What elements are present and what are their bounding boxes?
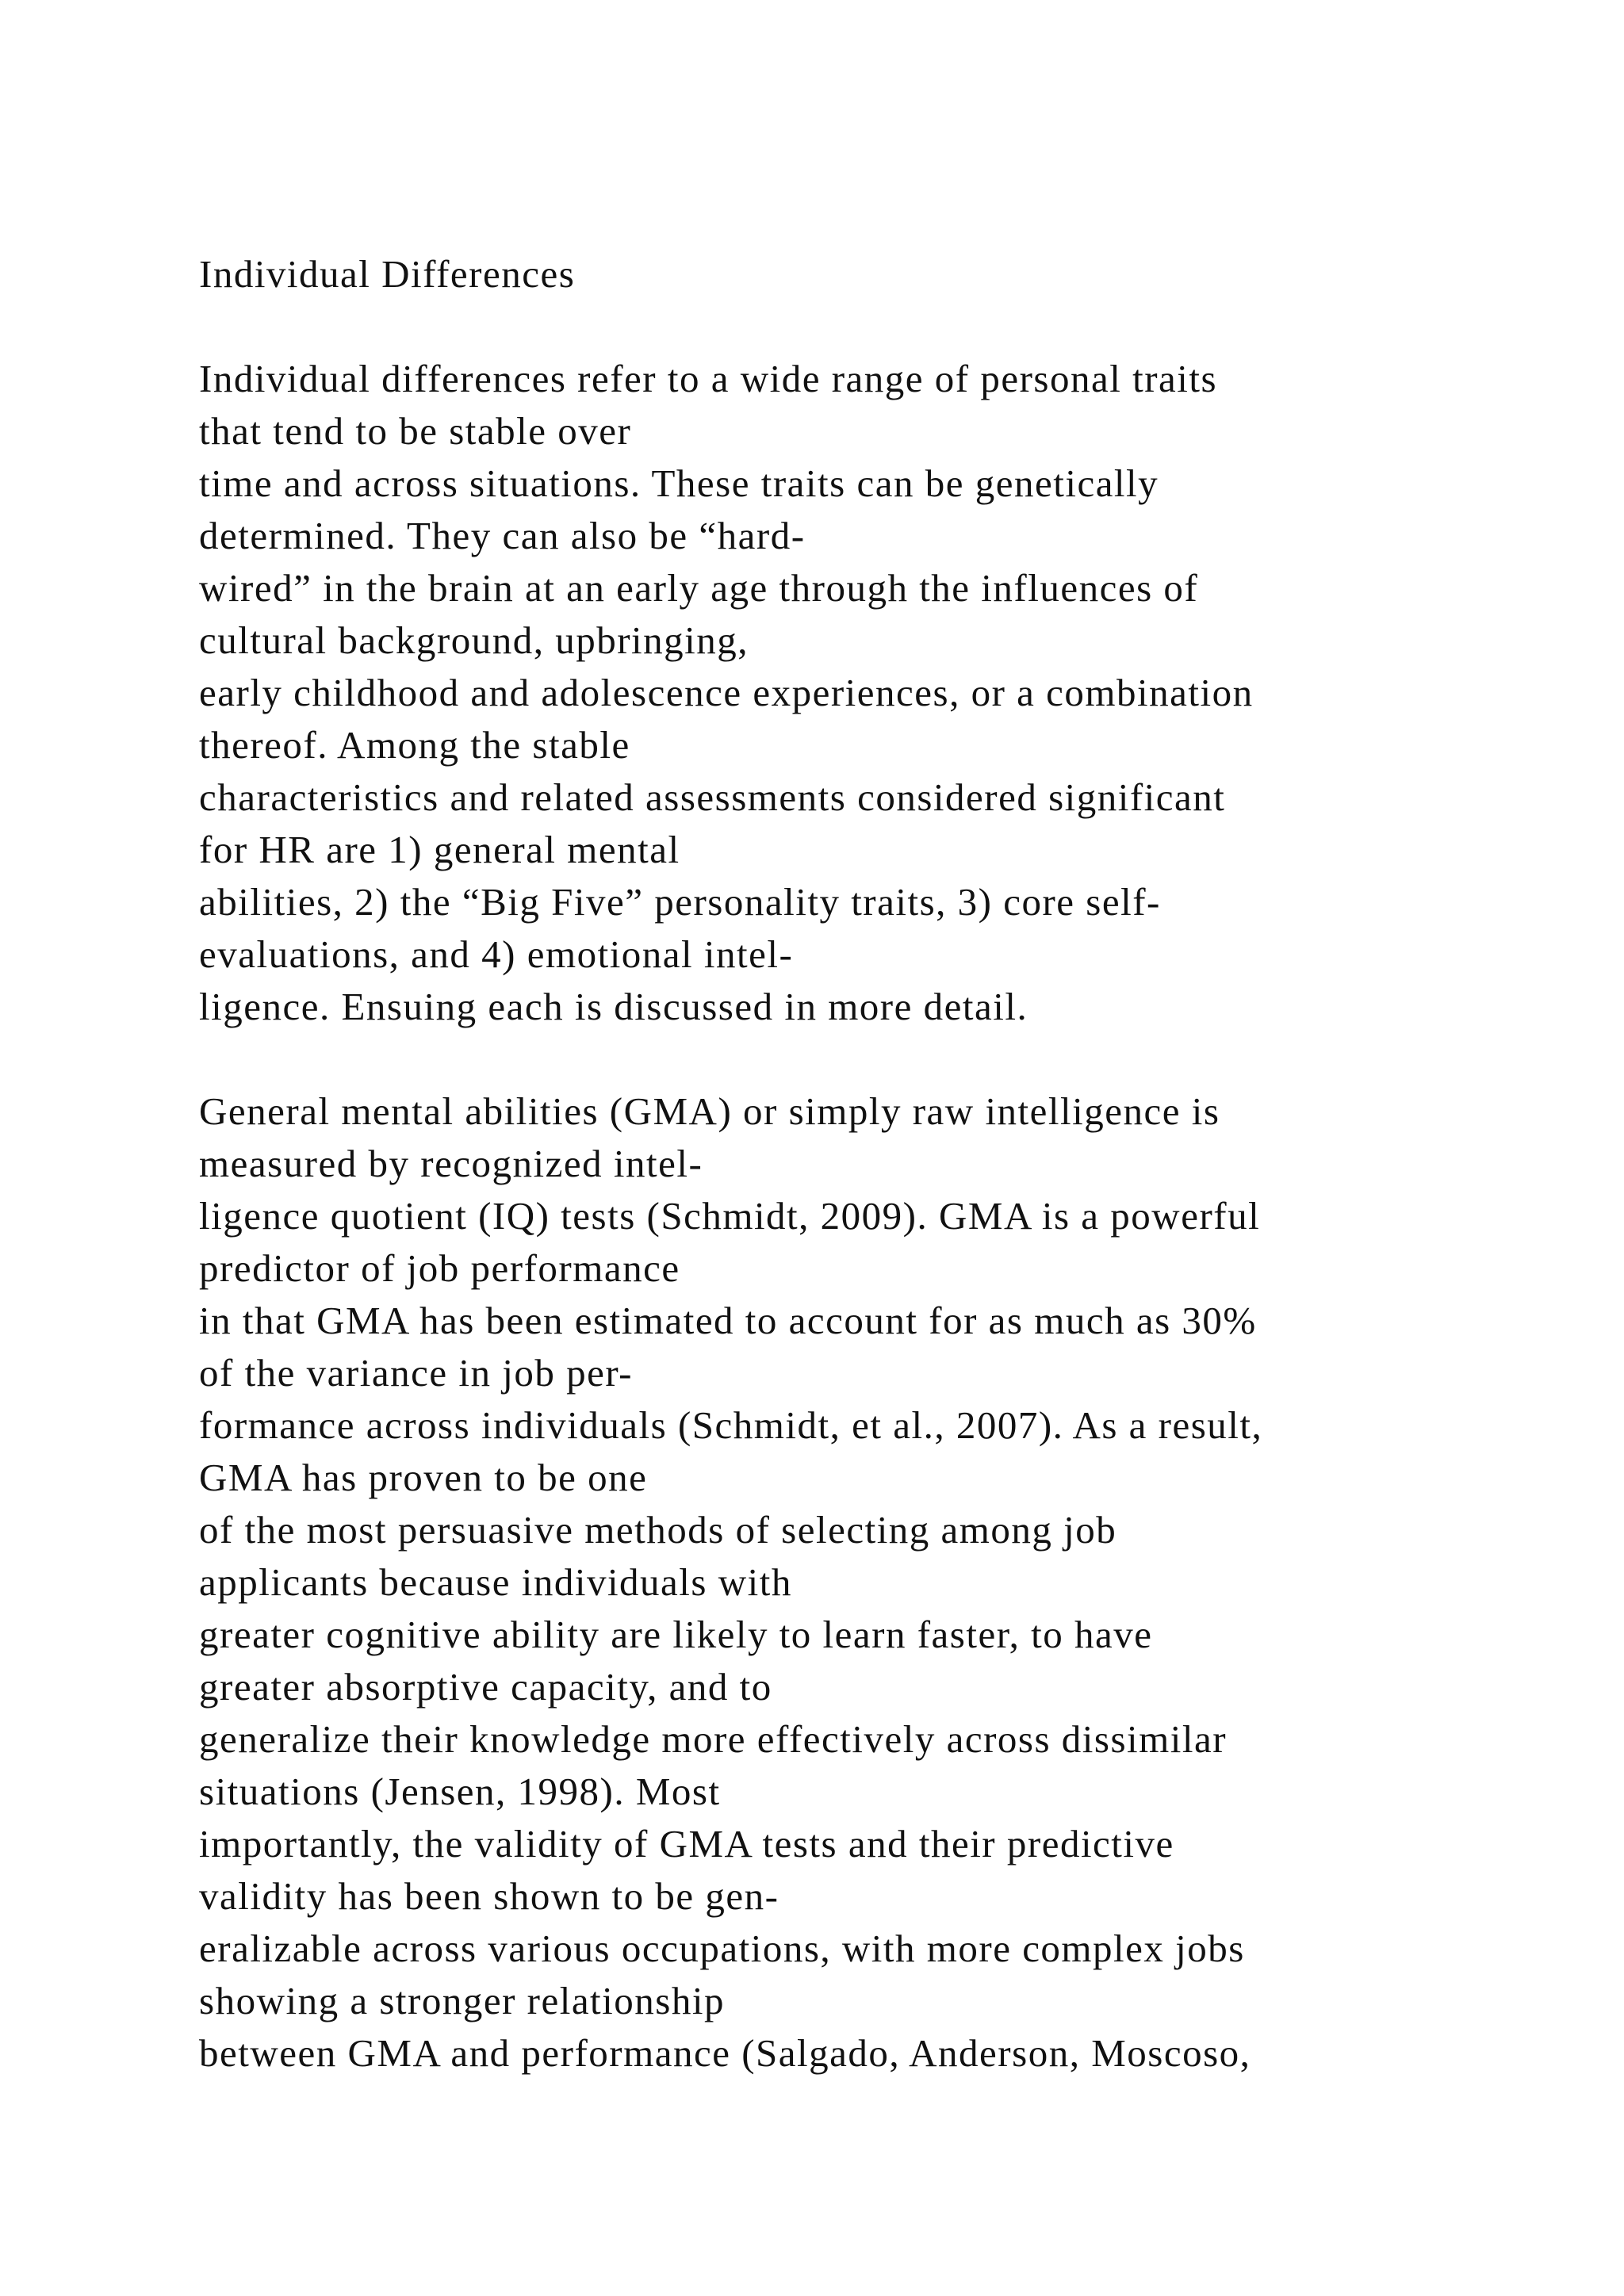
paragraph-line: greater cognitive ability are likely to learn faster, to have: [199, 1613, 1153, 1656]
paragraph-line: applicants because individuals with: [199, 1560, 792, 1604]
paragraph-line: importantly, the validity of GMA tests and their predictive: [199, 1822, 1174, 1866]
paragraph-line: ligence quotient (IQ) tests (Schmidt, 2009). GMA is a powerful: [199, 1194, 1261, 1238]
document-body: [199, 248, 1595, 2080]
document-title: Individual Differences: [199, 252, 576, 296]
paragraph-line: ligence. Ensuing each is discussed in more detail.: [199, 985, 1028, 1028]
paragraph-line: determined. They can also be “hard-: [199, 514, 806, 557]
paragraph-2: [199, 1085, 1595, 2080]
paragraph-line: that tend to be stable over: [199, 409, 632, 453]
paragraph-line: measured by recognized intel-: [199, 1142, 703, 1185]
paragraph-line: showing a stronger relationship: [199, 1979, 725, 2022]
paragraph-line: generalize their knowledge more effectively across dissimilar: [199, 1717, 1228, 1761]
paragraph-line: validity has been shown to be gen-: [199, 1874, 779, 1918]
paragraph-line: of the most persuasive methods of selecting among job: [199, 1508, 1117, 1552]
paragraph-line: between GMA and performance (Salgado, Anderson, Moscoso,: [199, 2031, 1251, 2075]
paragraph-line: greater absorptive capacity, and to: [199, 1665, 772, 1709]
paragraph-line: cultural background, upbringing,: [199, 618, 749, 662]
paragraph-line: evaluations, and 4) emotional intel-: [199, 932, 794, 976]
paragraph-line: wired” in the brain at an early age through the influences of: [199, 566, 1199, 610]
paragraph-line: characteristics and related assessments considered significant: [199, 775, 1226, 819]
paragraph-line: situations (Jensen, 1998). Most: [199, 1770, 721, 1813]
paragraph-line: time and across situations. These traits can be genetically: [199, 461, 1159, 505]
paragraph-line: Individual differences refer to a wide range of personal traits: [199, 357, 1218, 400]
paragraph-line: abilities, 2) the “Big Five” personality traits, 3) core self-: [199, 880, 1161, 924]
paragraph-spacer: [199, 1033, 1595, 1085]
paragraph-spacer: [199, 300, 1595, 353]
paragraph-line: General mental abilities (GMA) or simply raw intelligence is: [199, 1089, 1220, 1133]
paragraph-line: predictor of job performance: [199, 1246, 680, 1290]
paragraph-line: thereof. Among the stable: [199, 723, 630, 767]
paragraph-line: for HR are 1) general mental: [199, 828, 680, 871]
paragraph-line: formance across individuals (Schmidt, et al., 2007). As a result,: [199, 1403, 1263, 1447]
paragraph-line: eralizable across various occupations, with more complex jobs: [199, 1927, 1245, 1970]
paragraph-1: [199, 353, 1595, 1033]
paragraph-line: of the variance in job per-: [199, 1351, 633, 1395]
paragraph-line: early childhood and adolescence experiences, or a combination: [199, 671, 1254, 714]
paragraph-line: GMA has proven to be one: [199, 1456, 648, 1499]
paragraph-line: in that GMA has been estimated to account for as much as 30%: [199, 1299, 1257, 1342]
